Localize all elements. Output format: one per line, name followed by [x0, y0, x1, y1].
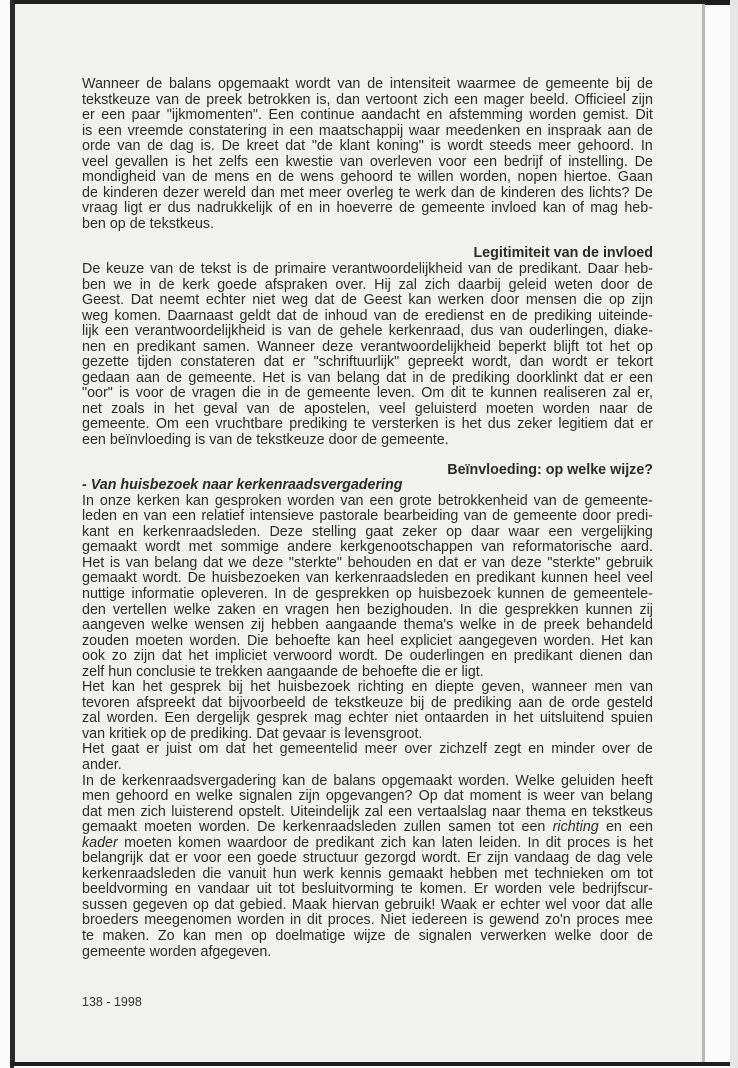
- text-line: te maken. Zo kan men op doelmatige wijze de signalen verwerken welke door de: [82, 927, 653, 944]
- text-line: zelf hun conclusie te trekken aangaande de behoefte die er ligt.: [82, 663, 484, 680]
- text-line: kader moeten komen waardoor de predikant zich kan laten leiden. In dit proces is het: [82, 834, 653, 851]
- text-line: er een paar "ijkmomenten". Een continue aandacht en afstemming worden gemist. Dit: [82, 107, 653, 124]
- text-line: zal worden. Een dergelijk gesprek mag echter niet ontaarden in het uitsluitend spuien: [82, 710, 653, 727]
- text-line: ook zo zijn dat het impliciet verwoord wordt. De ouderlingen en predikant dienen dan: [82, 648, 653, 665]
- page-edge-right: [702, 4, 705, 1064]
- text-line: beeldvorming en vandaar uit tot besluitvorming te komen. Er worden vele bedrijfscur-: [82, 881, 653, 898]
- text-line: men gehoord en welke signalen zijn opgevangen? Op dat moment is weer van belang: [82, 788, 653, 805]
- text-line: gemaakt wordt. De huisbezoeken van kerkenraadsleden en predikant kunnen heel veel: [82, 570, 653, 587]
- text-line: In onze kerken kan gesproken worden van een grote betrokkenheid van de gemeente-: [82, 492, 653, 509]
- text-line: nen en predikant samen. Wanneer deze verantwoordelijkheid beperkt blijft tot het op: [82, 338, 653, 355]
- text-line: gemaakt wordt met sommige andere kerkgenootschappen van reformatorische aard.: [82, 539, 653, 556]
- text-line: Geest. Dat neemt echter niet weg dat de Geest kan werken door mensen die op zijn: [82, 292, 653, 309]
- text-line: aangeven welke wensen zij hebben aangaande thema's welke in de preek behandeld: [82, 617, 653, 634]
- text-line: In de kerkenraadsvergadering kan de balans opgemaakt worden. Welke geluiden heeft: [82, 772, 653, 789]
- section-heading: Beïnvloeding: op welke wijze?: [447, 461, 653, 478]
- text-line: Het is van belang dat we deze "sterkte" behouden en dat er van deze "sterkte" gebruik: [82, 554, 653, 571]
- text-line: Het gaat er juist om dat het gemeentelid meer over zichzelf zegt en minder over de: [82, 741, 653, 758]
- text-line: vraag ligt er dus nadrukkelijk of en in hoeverre de gemeente invloed kan of mag heb-: [82, 200, 653, 217]
- text-line: ben we in de kerk goede afspraken over. Hij zal zich daarbij geleid weten door de: [82, 276, 653, 293]
- page-number: 138 - 1998: [82, 995, 142, 1009]
- text-line: een beïnvloeding is van de tekstkeuze door de gemeente.: [82, 432, 449, 449]
- text-line: zouden moeten worden. Die behoefte kan heel expliciet aangegeven worden. Het kan: [82, 632, 653, 649]
- text-line: tevoren afspreekt dat bijvoorbeeld de tekstkeuze bij de prediking aan de orde gesteld: [82, 694, 653, 711]
- text-line: gemaakt moeten worden. De kerkenraadsleden zullen samen tot een richting en een: [82, 819, 653, 836]
- text-line: van kritiek op de prediking. Dat gevaar is levensgroot.: [82, 725, 423, 742]
- text-line: ander.: [82, 756, 122, 773]
- text-line: nuttige informatie opleveren. In de gesprekken op huisbezoek kunnen de gemeentele-: [82, 585, 653, 602]
- section-heading: Legitimiteit van de invloed: [473, 245, 653, 262]
- paragraph: [82, 742, 653, 773]
- text-line: dat men zich luisterend opstelt. Uiteindelijk zal een vertaalslag naar thema en tekstkeus: [82, 803, 653, 820]
- text-line: veel gevallen is het zelfs een kwestie van overleven voor een bedrijf of instelling. De: [82, 153, 653, 170]
- text-line: gezette tijden constateren dat er "schriftuurlijk" gepreekt wordt, dan wordt er tekort: [82, 354, 653, 371]
- section-subheading: - Van huisbezoek naar kerkenraadsvergadering: [82, 477, 403, 494]
- text-line: net zoals in het geval van de apostelen, veel geluisterd moeten worden naar de: [82, 400, 653, 417]
- paragraph: [82, 774, 653, 961]
- text-line: ben op de tekstkeus.: [82, 215, 215, 232]
- text-line: Wanneer de balans opgemaakt wordt van de intensiteit waarmee de gemeente bij de: [82, 76, 653, 92]
- text-line: gemeente worden afgegeven.: [82, 943, 272, 960]
- paragraph: [82, 262, 653, 449]
- text-line: belangrijk dat er voor een goede structuur gezorgd wordt. Er zijn vandaag de dag vele: [82, 850, 653, 867]
- text-line: sussen gegeven op dat gebied. Maak hiervan gebruik! Waak er echter wel voor dat alle: [82, 896, 653, 913]
- text-line: "oor" is voor de vragen die in de gemeente leven. Om dit te kunnen realiseren zal er,: [82, 385, 653, 402]
- text-line: kerkenraadsleden die vanuit hun werk kennis gemaakt hebben met technieken om tot: [82, 865, 653, 882]
- text-line: mondigheid van de mens en de wens gehoord te willen worden, nopen hiertoe. Gaan: [82, 169, 653, 186]
- text-line: gedaan aan de gemeente. Het is van belang dat in de prediking doorklinkt dat er een: [82, 369, 653, 386]
- section-gap: [82, 449, 653, 463]
- text-line: broeders meegenomen worden in dit proces. Niet iedereen is gewend zo'n proces mee: [82, 912, 653, 929]
- text-line: orde van de dag is. De kreet dat "de klant koning" is wordt steeds meer gehoord. In: [82, 138, 653, 155]
- article-body: [82, 77, 653, 960]
- text-line: is een vreemde constatering in een maatschappij waar meedenken en inspraak aan de: [82, 122, 653, 139]
- section-gap: [82, 232, 653, 246]
- scan-margin-right: [730, 0, 738, 1068]
- paragraph: [82, 680, 653, 742]
- text-line: tekstkeuze van de preek betrokken is, dan vertoont zich een mager beeld. Officieel zijn: [82, 91, 653, 108]
- text-line: gemeente. Om een vruchtbare prediking te versterken is het dus zeker legitiem dat er: [82, 416, 653, 433]
- text-line: lijk een verantwoordelijkheid is van de gehele kerkenraad, dus van ouderlingen, diake-: [82, 323, 653, 340]
- scan-border-left: [10, 0, 14, 1068]
- scan-border-bottom: [10, 1062, 730, 1066]
- text-line: den vertellen welke zaken en vragen hen bezighouden. In die gesprekken kunnen zij: [82, 601, 653, 618]
- paragraph: [82, 77, 653, 232]
- text-line: De keuze van de tekst is de primaire verantwoordelijkheid van de predikant. Daar heb-: [82, 261, 653, 278]
- paragraph: [82, 494, 653, 681]
- text-line: leden en van een relatief intensieve pastorale bearbeiding van de gemeente door predi-: [82, 508, 653, 525]
- text-line: weg komen. Daarnaast geldt dat de inhoud van de eredienst en de prediking uiteinde-: [82, 307, 653, 324]
- text-line: de kinderen dezer wereld dan met meer overleg te werk dan de kinderen des lichts? De: [82, 184, 653, 201]
- text-line: Het kan het gesprek bij het huisbezoek richting en diepte geven, wanneer men van: [82, 679, 653, 696]
- text-line: kant en kerkenraadsleden. Deze stelling gaat zeker op daar waar een vergelijking: [82, 523, 653, 540]
